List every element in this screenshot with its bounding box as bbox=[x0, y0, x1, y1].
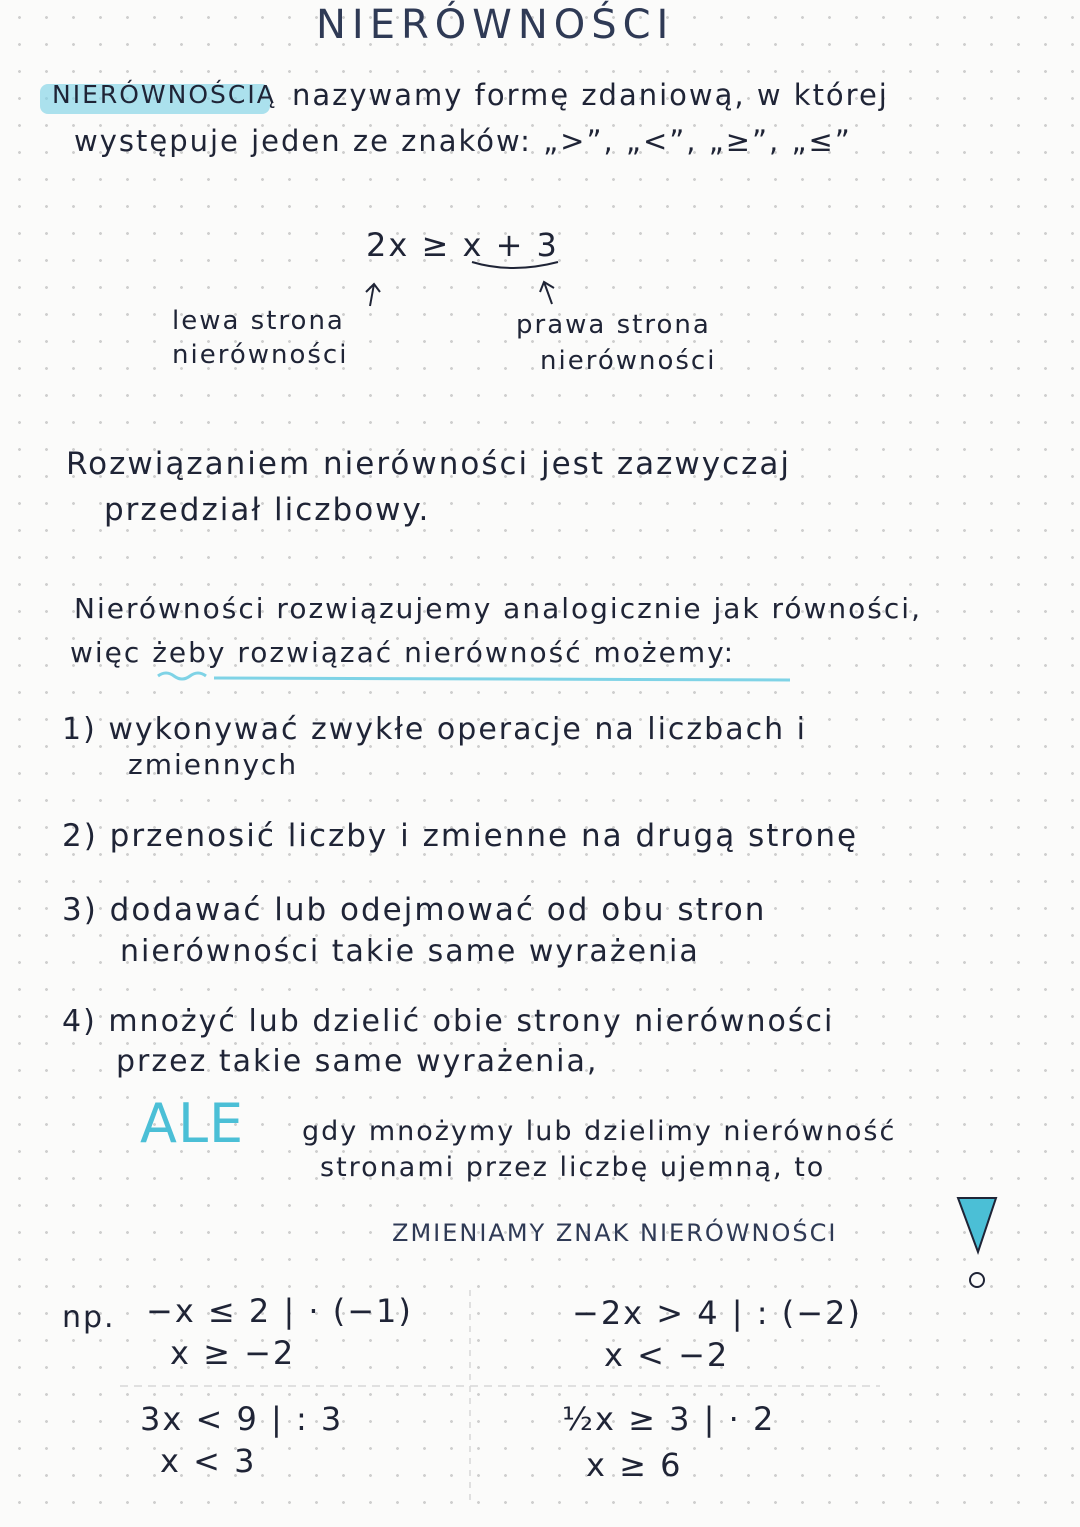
solution-line-1: Rozwiązaniem nierówności jest zazwyczaj bbox=[66, 446, 792, 482]
rule-1-line-1: 1) wykonywać zwykłe operacje na liczbach i bbox=[62, 712, 807, 747]
left-side-arrow-icon bbox=[366, 284, 380, 306]
rule-2-line-1: 2) przenosić liczby i zmienne na drugą stronę bbox=[62, 818, 859, 854]
example-4-line-1: ½x ≥ 3 | · 2 bbox=[562, 1400, 776, 1438]
example-inequality: 2x ≥ x + 3 bbox=[366, 226, 559, 264]
warning-line-2: stronami przez liczbę ujemną, to bbox=[320, 1152, 826, 1183]
definition-line-1: nazywamy formę zdaniową, w której bbox=[292, 78, 889, 112]
rule-4-line-2: przez takie same wyrażenia, bbox=[116, 1044, 599, 1079]
method-line-2: więc żeby rozwiązać nierówność możemy: bbox=[70, 636, 736, 669]
definition-term: NIERÓWNOŚCIĄ bbox=[52, 80, 276, 109]
example-1-line-1: −x ≤ 2 | · (−1) bbox=[146, 1292, 413, 1330]
example-3-line-1: 3x < 9 | : 3 bbox=[140, 1400, 344, 1438]
rule-1-line-2: zmiennych bbox=[128, 748, 299, 781]
rule-4-line-1: 4) mnożyć lub dzielić obie strony nierówności bbox=[62, 1004, 835, 1039]
examples-label: np. bbox=[62, 1300, 116, 1335]
example-3-line-2: x < 3 bbox=[160, 1442, 257, 1480]
left-side-label-1: lewa strona bbox=[172, 306, 345, 336]
method-highlight-underline bbox=[158, 673, 790, 680]
example-2-line-1: −2x > 4 | : (−2) bbox=[572, 1294, 862, 1332]
ale-heading: ALE bbox=[140, 1092, 245, 1155]
right-side-label-2: nierówności bbox=[540, 346, 717, 376]
method-line-1: Nierówności rozwiązujemy analogicznie jak równości, bbox=[74, 592, 922, 625]
exclamation-icon bbox=[958, 1198, 996, 1287]
rule-3-line-1: 3) dodawać lub odejmować od obu stron bbox=[62, 892, 767, 928]
rule-3-line-2: nierówności takie same wyrażenia bbox=[120, 934, 700, 969]
example-4-line-2: x ≥ 6 bbox=[586, 1446, 683, 1484]
right-side-arrow-icon bbox=[540, 282, 554, 304]
page-title: NIERÓWNOŚCI bbox=[316, 2, 675, 48]
example-1-line-2: x ≥ −2 bbox=[170, 1334, 296, 1372]
warning-line-1: gdy mnożymy lub dzielimy nierówność bbox=[302, 1116, 897, 1147]
change-sign-emphasis: ZMIENIAMY ZNAK NIERÓWNOŚCI bbox=[392, 1219, 838, 1247]
definition-line-2: występuje jeden ze znaków: „>”, „<”, „≥”, „≤” bbox=[74, 124, 852, 158]
right-side-label-1: prawa strona bbox=[516, 310, 711, 340]
solution-line-2: przedział liczbowy. bbox=[104, 492, 431, 528]
example-2-line-2: x < −2 bbox=[604, 1336, 730, 1374]
left-side-label-2: nierówności bbox=[172, 340, 349, 370]
